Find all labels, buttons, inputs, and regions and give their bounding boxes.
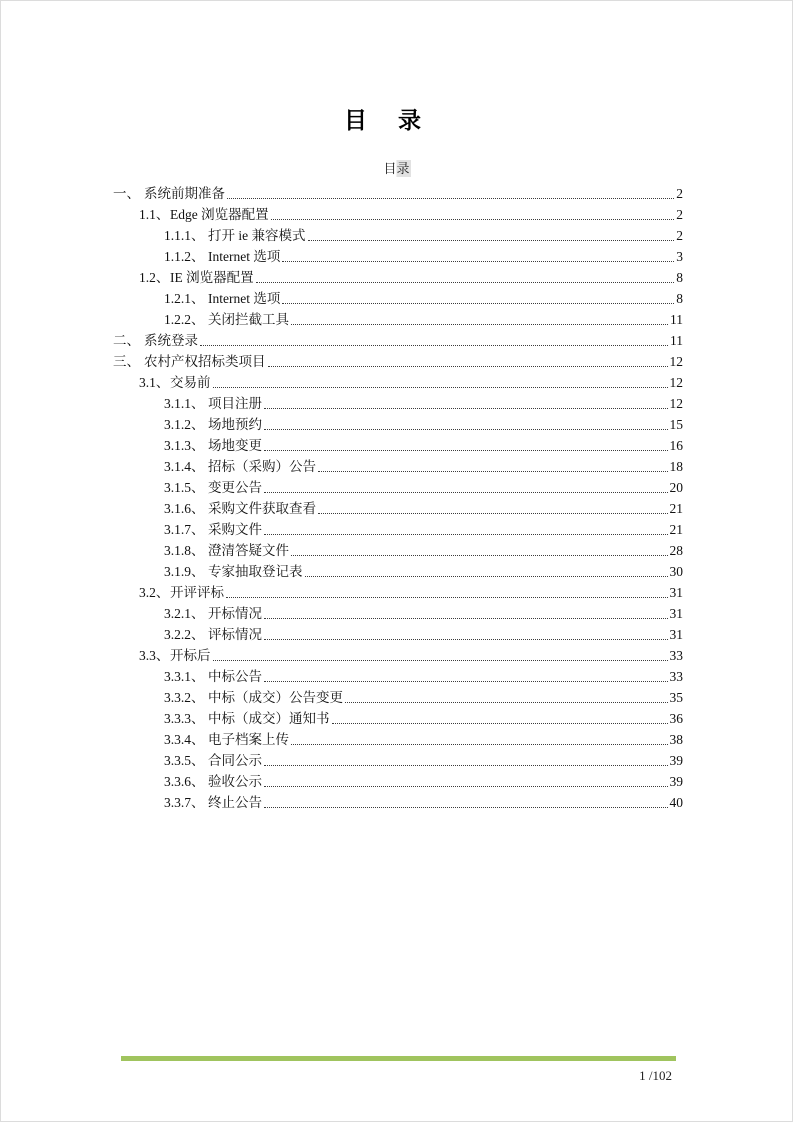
- toc-entry-number: 3.2.2、: [164, 627, 205, 642]
- toc-entry-label: 采购文件: [208, 522, 262, 537]
- toc-entry-number: 3.1.5、: [164, 480, 205, 495]
- toc-entry-number: 1.1.2、: [164, 249, 205, 264]
- table-of-contents: [113, 183, 683, 813]
- toc-entry-number: 3.1.3、: [164, 438, 205, 453]
- toc-entry[interactable]: [113, 372, 683, 393]
- toc-entry-number: 1.2.2、: [164, 312, 205, 327]
- toc-entry-label: IE 浏览器配置: [170, 270, 254, 285]
- toc-entry-page: 35: [669, 690, 683, 705]
- dot-leader: [345, 702, 668, 703]
- dot-leader: [318, 513, 668, 514]
- dot-leader: [264, 786, 668, 787]
- toc-entry[interactable]: [113, 477, 683, 498]
- toc-entry[interactable]: [113, 582, 683, 603]
- toc-entry[interactable]: [113, 288, 683, 309]
- toc-entry-number: 1.2、: [139, 270, 170, 285]
- toc-entry[interactable]: [113, 708, 683, 729]
- toc-entry-number: 3.3.1、: [164, 669, 205, 684]
- toc-entry-number: 3.1.8、: [164, 543, 205, 558]
- toc-entry-page: 31: [669, 627, 683, 642]
- toc-entry-label: 招标（采购）公告: [208, 459, 316, 474]
- toc-entry[interactable]: [113, 414, 683, 435]
- toc-entry-page: 15: [669, 417, 683, 432]
- toc-entry-number: 3.2、: [139, 585, 170, 600]
- toc-entry-label: 电子档案上传: [208, 732, 289, 747]
- dot-leader: [200, 345, 668, 346]
- toc-entry-page: 31: [669, 585, 683, 600]
- toc-entry-label: 打开 ie 兼容模式: [208, 228, 306, 243]
- toc-entry-page: 31: [669, 606, 683, 621]
- toc-entry[interactable]: [113, 750, 683, 771]
- toc-entry-label: 中标（成交）通知书: [208, 711, 330, 726]
- dot-leader: [264, 618, 668, 619]
- dot-leader: [305, 576, 668, 577]
- toc-entry-number: 3.1.4、: [164, 459, 205, 474]
- dot-leader: [264, 534, 668, 535]
- dot-leader: [308, 240, 675, 241]
- toc-entry-number: 3.1.6、: [164, 501, 205, 516]
- toc-entry-page: 40: [669, 795, 683, 810]
- toc-entry-number: 3.1、: [139, 375, 170, 390]
- dot-leader: [256, 282, 675, 283]
- toc-entry-number: 3.3.6、: [164, 774, 205, 789]
- toc-entry-number: 1.2.1、: [164, 291, 205, 306]
- toc-entry[interactable]: [113, 624, 683, 645]
- toc-entry-page: 2: [676, 228, 683, 243]
- toc-entry-number: 一、: [113, 186, 140, 201]
- toc-entry-number: 3.1.1、: [164, 396, 205, 411]
- page-title: 目 录: [344, 108, 425, 133]
- toc-entry-page: 39: [669, 774, 683, 789]
- toc-entry[interactable]: [113, 519, 683, 540]
- toc-entry-label: 中标（成交）公告变更: [208, 690, 343, 705]
- toc-entry-label: 终止公告: [208, 795, 262, 810]
- toc-entry-label: 农村产权招标类项目: [144, 354, 266, 369]
- footer-page-number: 1 /102: [639, 1068, 672, 1083]
- toc-entry-page: 8: [676, 291, 683, 306]
- dot-leader: [264, 765, 668, 766]
- toc-entry-label: 专家抽取登记表: [208, 564, 303, 579]
- footer-rule: [121, 1056, 676, 1061]
- toc-entry-label: Internet 选项: [208, 249, 281, 264]
- toc-entry-label: 场地变更: [208, 438, 262, 453]
- toc-field-heading-text: 目录: [383, 161, 410, 176]
- toc-entry-page: 38: [669, 732, 683, 747]
- toc-entry-label: 验收公示: [208, 774, 262, 789]
- dot-leader: [227, 198, 674, 199]
- toc-entry-number: 3.1.2、: [164, 417, 205, 432]
- dot-leader: [291, 324, 668, 325]
- dot-leader: [282, 261, 674, 262]
- toc-entry-number: 3.1.9、: [164, 564, 205, 579]
- toc-entry-number: 3.3.2、: [164, 690, 205, 705]
- toc-entry[interactable]: [113, 225, 683, 246]
- toc-entry-page: 11: [670, 312, 683, 327]
- toc-entry-label: 关闭拦截工具: [208, 312, 289, 327]
- toc-entry-label: 开评评标: [170, 585, 224, 600]
- toc-entry-label: Edge 浏览器配置: [170, 207, 269, 222]
- toc-entry[interactable]: [113, 183, 683, 204]
- toc-entry-page: 12: [669, 375, 683, 390]
- toc-entry-number: 3.3.5、: [164, 753, 205, 768]
- toc-entry-label: 系统登录: [144, 333, 198, 348]
- toc-entry[interactable]: [113, 351, 683, 372]
- toc-entry[interactable]: [113, 771, 683, 792]
- dot-leader: [271, 219, 675, 220]
- toc-entry-number: 3.1.7、: [164, 522, 205, 537]
- dot-leader: [282, 303, 674, 304]
- toc-entry[interactable]: [113, 645, 683, 666]
- toc-entry-label: 变更公告: [208, 480, 262, 495]
- toc-entry-number: 1.1.1、: [164, 228, 205, 243]
- toc-entry-page: 3: [676, 249, 683, 264]
- toc-entry[interactable]: [113, 246, 683, 267]
- toc-entry-label: 采购文件获取查看: [208, 501, 316, 516]
- toc-entry[interactable]: [113, 456, 683, 477]
- dot-leader: [213, 660, 668, 661]
- toc-entry-page: 18: [669, 459, 683, 474]
- toc-entry-label: 开标情况: [208, 606, 262, 621]
- toc-entry-number: 二、: [113, 333, 140, 348]
- toc-entry[interactable]: [113, 666, 683, 687]
- dot-leader: [264, 450, 668, 451]
- toc-entry[interactable]: [113, 603, 683, 624]
- toc-entry-page: 8: [676, 270, 683, 285]
- toc-entry-page: 2: [676, 207, 683, 222]
- toc-entry[interactable]: [113, 330, 683, 351]
- toc-entry-number: 三、: [113, 354, 140, 369]
- dot-leader: [264, 492, 668, 493]
- dot-leader: [291, 555, 668, 556]
- toc-entry-page: 12: [669, 396, 683, 411]
- dot-leader: [226, 597, 668, 598]
- toc-entry-label: 合同公示: [208, 753, 262, 768]
- dot-leader: [318, 471, 668, 472]
- dot-leader: [268, 366, 668, 367]
- dot-leader: [291, 744, 668, 745]
- toc-entry-label: 交易前: [170, 375, 211, 390]
- toc-entry-page: 33: [669, 669, 683, 684]
- toc-entry-page: 30: [669, 564, 683, 579]
- dot-leader: [213, 387, 668, 388]
- toc-field-heading: [1, 158, 792, 177]
- toc-entry[interactable]: [113, 267, 683, 288]
- dot-leader: [264, 681, 668, 682]
- toc-entry-page: 12: [669, 354, 683, 369]
- toc-entry-number: 3.2.1、: [164, 606, 205, 621]
- toc-entry-page: 39: [669, 753, 683, 768]
- dot-leader: [264, 807, 668, 808]
- toc-entry-label: Internet 选项: [208, 291, 281, 306]
- toc-entry[interactable]: [113, 435, 683, 456]
- toc-entry[interactable]: [113, 687, 683, 708]
- toc-entry-label: 澄清答疑文件: [208, 543, 289, 558]
- toc-entry-label: 评标情况: [208, 627, 262, 642]
- toc-entry-page: 28: [669, 543, 683, 558]
- toc-entry-number: 3.3.4、: [164, 732, 205, 747]
- dot-leader: [264, 429, 668, 430]
- dot-leader: [332, 723, 668, 724]
- toc-entry-number: 3.3、: [139, 648, 170, 663]
- dot-leader: [264, 639, 668, 640]
- toc-entry-page: 36: [669, 711, 683, 726]
- toc-entry-label: 中标公告: [208, 669, 262, 684]
- toc-entry-number: 3.3.7、: [164, 795, 205, 810]
- toc-entry-label: 开标后: [170, 648, 211, 663]
- toc-entry-label: 场地预约: [208, 417, 262, 432]
- toc-entry[interactable]: [113, 540, 683, 561]
- toc-entry-page: 2: [676, 186, 683, 201]
- toc-entry[interactable]: [113, 498, 683, 519]
- toc-entry-page: 33: [669, 648, 683, 663]
- toc-entry-number: 3.3.3、: [164, 711, 205, 726]
- toc-entry-number: 1.1、: [139, 207, 170, 222]
- toc-entry-page: 21: [669, 501, 683, 516]
- toc-entry[interactable]: [113, 729, 683, 750]
- toc-entry-page: 20: [669, 480, 683, 495]
- toc-entry[interactable]: [113, 561, 683, 582]
- toc-entry-label: 系统前期准备: [144, 186, 225, 201]
- toc-entry-page: 11: [670, 333, 683, 348]
- toc-entry[interactable]: [113, 393, 683, 414]
- toc-entry-label: 项目注册: [208, 396, 262, 411]
- dot-leader: [264, 408, 668, 409]
- toc-entry-page: 16: [669, 438, 683, 453]
- toc-entry-page: 21: [669, 522, 683, 537]
- toc-entry[interactable]: [113, 309, 683, 330]
- toc-entry[interactable]: [113, 792, 683, 813]
- toc-entry[interactable]: [113, 204, 683, 225]
